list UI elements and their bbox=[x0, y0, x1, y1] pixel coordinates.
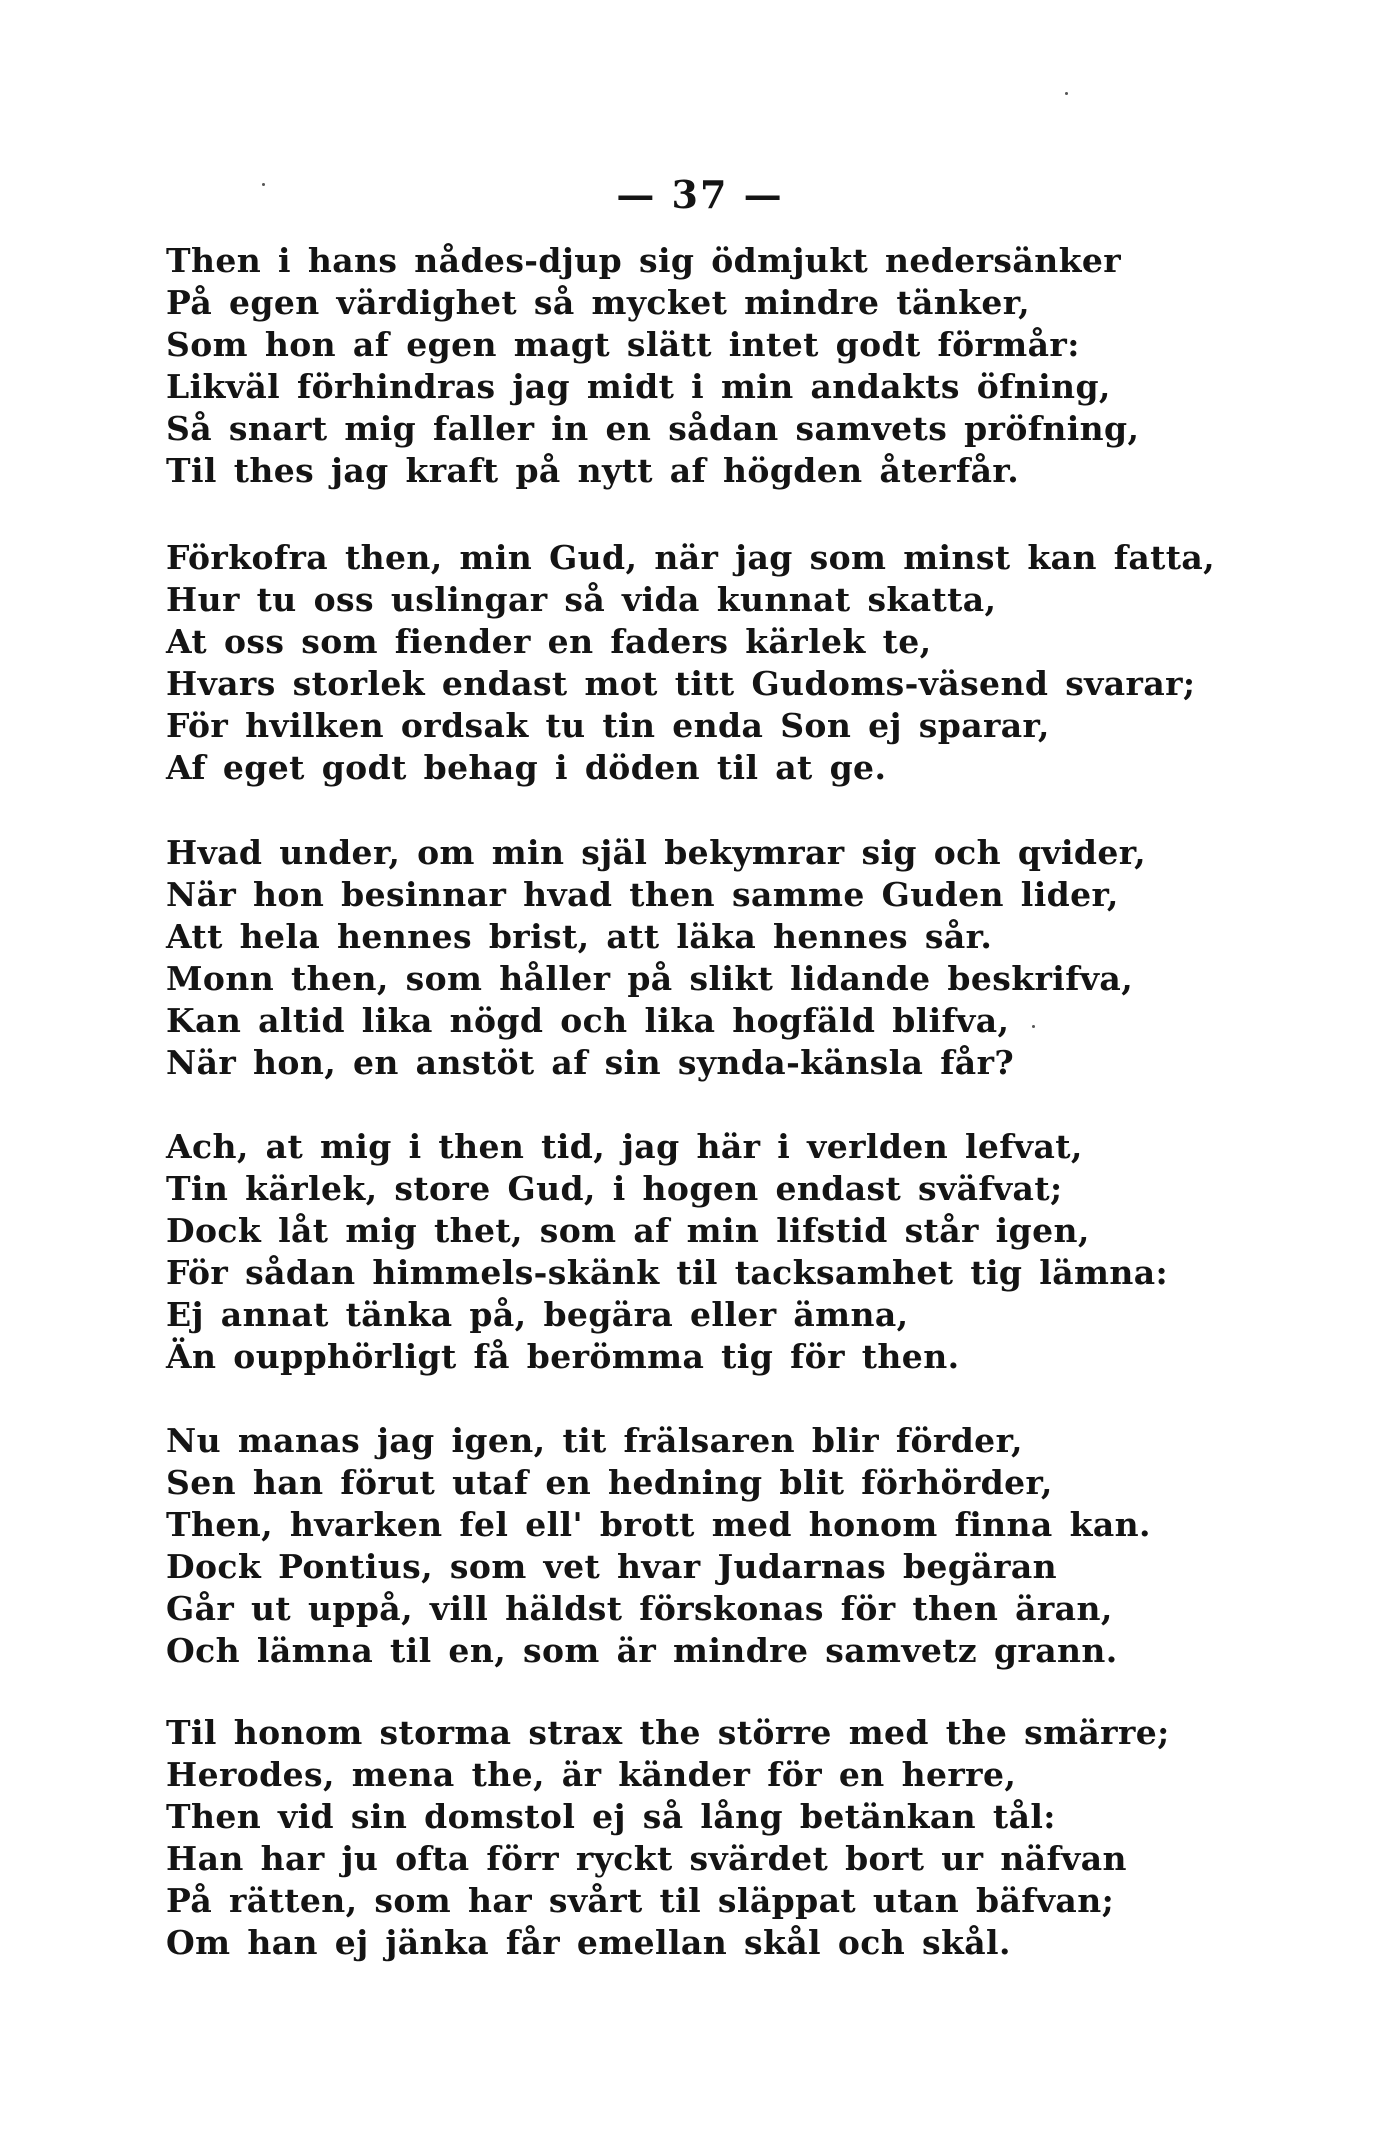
verse-line: Så snart mig faller in en sådan samvets pröfning, bbox=[166, 409, 1140, 448]
verse-line: Then vid sin domstol ej så lång betänkan tål: bbox=[166, 1797, 1056, 1836]
verse-line: Tin kärlek, store Gud, i hogen endast sväfvat; bbox=[166, 1169, 1063, 1208]
scan-speck bbox=[1065, 92, 1068, 95]
verse-line: Til honom storma strax the större med the smärre; bbox=[166, 1713, 1170, 1752]
verse-line: För hvilken ordsak tu tin enda Son ej sparar, bbox=[166, 706, 1050, 745]
verse-line: När hon, en anstöt af sin synda-känsla får? bbox=[166, 1043, 1015, 1082]
verse-line: Dock Pontius, som vet hvar Judarnas begäran bbox=[166, 1547, 1058, 1586]
verse-line: Herodes, mena the, är känder för en herre, bbox=[166, 1755, 1017, 1794]
verse-line: På egen värdighet så mycket mindre tänker, bbox=[166, 283, 1031, 322]
verse-line: Att hela hennes brist, att läka hennes sår. bbox=[166, 917, 993, 956]
verse-line: Han har ju ofta förr ryckt svärdet bort ur näfvan bbox=[166, 1839, 1127, 1878]
scan-speck bbox=[262, 183, 265, 186]
verse-line: Om han ej jänka får emellan skål och skål. bbox=[166, 1923, 1011, 1962]
stanza-1 bbox=[166, 240, 1266, 492]
stanza-4 bbox=[166, 1126, 1266, 1378]
verse-line: Hvad under, om min själ bekymrar sig och qvider, bbox=[166, 833, 1147, 872]
verse-line: Ej annat tänka på, begära eller ämna, bbox=[166, 1295, 909, 1334]
verse-line: Hur tu oss uslingar så vida kunnat skatta, bbox=[166, 580, 997, 619]
verse-line: Och lämna til en, som är mindre samvetz grann. bbox=[166, 1631, 1118, 1670]
verse-line: Går ut uppå, vill häldst förskonas för then äran, bbox=[166, 1589, 1113, 1628]
verse-line: Til thes jag kraft på nytt af högden återfår. bbox=[166, 451, 1020, 490]
verse-line: Dock låt mig thet, som af min lifstid står igen, bbox=[166, 1211, 1090, 1250]
verse-line: På rätten, som har svårt til släppat utan bäfvan; bbox=[166, 1881, 1115, 1920]
scan-speck bbox=[1032, 1025, 1035, 1028]
page-number: — 37 — bbox=[616, 172, 784, 217]
verse-line: Af eget godt behag i döden til at ge. bbox=[166, 748, 887, 787]
stanza-2 bbox=[166, 537, 1266, 789]
stanza-6 bbox=[166, 1712, 1266, 1964]
verse-line: Sen han förut utaf en hedning blit förhörder, bbox=[166, 1463, 1053, 1502]
verse-line: At oss som fiender en faders kärlek te, bbox=[166, 622, 932, 661]
verse-line: Then i hans nådes-djup sig ödmjukt nedersänker bbox=[166, 241, 1122, 280]
verse-line: Likväl förhindras jag midt i min andakts öfning, bbox=[166, 367, 1111, 406]
verse-line: När hon besinnar hvad then samme Guden lider, bbox=[166, 875, 1119, 914]
stanza-5 bbox=[166, 1420, 1266, 1672]
verse-line: Nu manas jag igen, tit frälsaren blir förder, bbox=[166, 1421, 1023, 1460]
verse-line: Kan altid lika nögd och lika hogfäld blifva, bbox=[166, 1001, 1010, 1040]
verse-line: Än oupphörligt få berömma tig för then. bbox=[166, 1337, 960, 1376]
verse-line: Förkofra then, min Gud, när jag som minst kan fatta, bbox=[166, 538, 1216, 577]
verse-line: För sådan himmels-skänk til tacksamhet tig lämna: bbox=[166, 1253, 1169, 1292]
verse-line: Ach, at mig i then tid, jag här i verlden lefvat, bbox=[166, 1127, 1083, 1166]
verse-line: Hvars storlek endast mot titt Gudoms-väsend svarar; bbox=[166, 664, 1196, 703]
verse-line: Then, hvarken fel ell' brott med honom finna kan. bbox=[166, 1505, 1151, 1544]
verse-line: Som hon af egen magt slätt intet godt förmår: bbox=[166, 325, 1080, 364]
stanza-3 bbox=[166, 832, 1266, 1084]
verse-line: Monn then, som håller på slikt lidande beskrifva, bbox=[166, 959, 1134, 998]
